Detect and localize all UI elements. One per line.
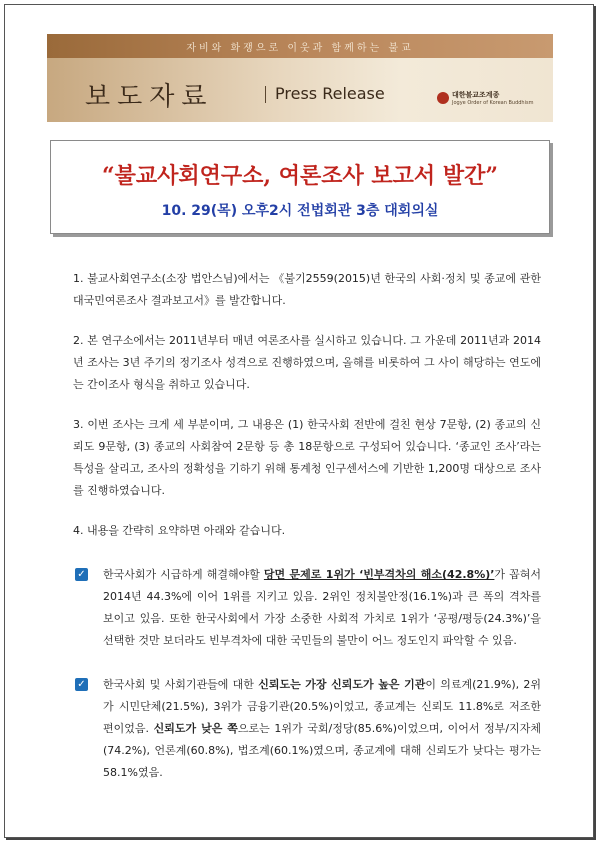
banner-separator bbox=[265, 86, 266, 103]
bullet-item-2 bbox=[73, 674, 541, 784]
bullet-2-bold2: 신뢰도가 낮은 쪽 bbox=[153, 722, 238, 735]
document-body bbox=[73, 268, 541, 806]
headline-title: “불교사회연구소, 여론조사 보고서 발간” bbox=[102, 163, 498, 189]
bullet-2-mid: 이 의료계(21.9%), 2위가 시민단체(21.5%), 3위가 금융기관(20.5%)이었고, 종교계는 신뢰도 11.8%로 저조한 편이었음. bbox=[103, 678, 541, 735]
paragraph-2: 2. 본 연구소에서는 2011년부터 매년 여론조사를 실시하고 있습니다. 그 가운데 2011년과 2014년 조사는 3년 주기의 정기조사 성격으로 진행하였으며, 올해를 비롯하여 그 사이 해당하는 연도에는 간이조사 형식을 취하고 있습니다. bbox=[73, 334, 541, 391]
press-release-banner bbox=[47, 34, 553, 122]
org-logo-icon bbox=[437, 92, 449, 104]
org-name-en: Jogye Order of Korean Buddhism bbox=[452, 100, 534, 106]
checkbox-icon: ✓ bbox=[75, 678, 88, 691]
paragraph-3: 3. 이번 조사는 크게 세 부분이며, 그 내용은 (1) 한국사회 전반에 걸친 현상 7문항, (2) 종교의 신뢰도 9문항, (3) 종교의 사회참여 2문항 등 총 18문항으로 구성되어 있습니다. ‘종교인 조사’라는 특성을 살리고, 조사의 정확성을 기하기 위해 통계청 인구센서스에 기반한 1,200명 대상으로 조사를 진행하였습니다. bbox=[73, 418, 541, 497]
checkbox-icon: ✓ bbox=[75, 568, 88, 581]
bullet-2-bold: 신뢰도는 가장 신뢰도가 높은 기관 bbox=[258, 678, 426, 691]
banner-slogan: 자비와 화쟁으로 이웃과 함께하는 불교 bbox=[186, 43, 414, 54]
bullet-2-pre: 한국사회 및 사회기관들에 대한 bbox=[103, 678, 259, 691]
paragraph-1: 1. 불교사회연구소(소장 법안스님)에서는 《불기2559(2015)년 한국의 사회·정치 및 종교에 관한 대국민여론조사 결과보고서》를 발간합니다. bbox=[73, 272, 541, 307]
bullet-item-1 bbox=[73, 564, 541, 652]
bullet-1-pre: 한국사회가 시급하게 해결해야할 bbox=[103, 568, 264, 581]
bullet-2-post: 으로는 1위가 국회/정당(85.6%)이었으며, 이어서 정부/지자체(74.2%), 언론계(60.8%), 법조계(60.1%)였으며, 종교계에 대해 신뢰도가 낮다는 평가는 58.1%였음. bbox=[103, 722, 541, 779]
headline-subtitle: 10. 29(목) 오후2시 전법회관 3층 대회의실 bbox=[161, 203, 439, 219]
bullet-1-bold: 당면 문제로 1위가 ‘빈부격차의 해소(42.8%)’ bbox=[263, 568, 495, 581]
org-name: 대한불교조계종 bbox=[452, 91, 500, 99]
paragraph-4: 4. 내용을 간략히 요약하면 아래와 같습니다. bbox=[73, 524, 286, 537]
banner-title-en: Press Release bbox=[275, 84, 385, 103]
bullet-1-post: 가 꼽혀서 2014년 44.3%에 이어 1위를 지키고 있음. 2위인 정치불안정(16.1%)과 큰 폭의 격차를 보이고 있음. 또한 한국사회에서 가장 소중한 사회적 가치로 1위가 ‘공평/평등(24.3%)’을 선택한 것만 보더라도 빈부격차에 대한 국민들의 불만이 어느 정도인지 파악할 수 있음. bbox=[103, 568, 541, 647]
headline-box bbox=[50, 140, 550, 234]
banner-title: 보도자료 bbox=[85, 82, 214, 112]
